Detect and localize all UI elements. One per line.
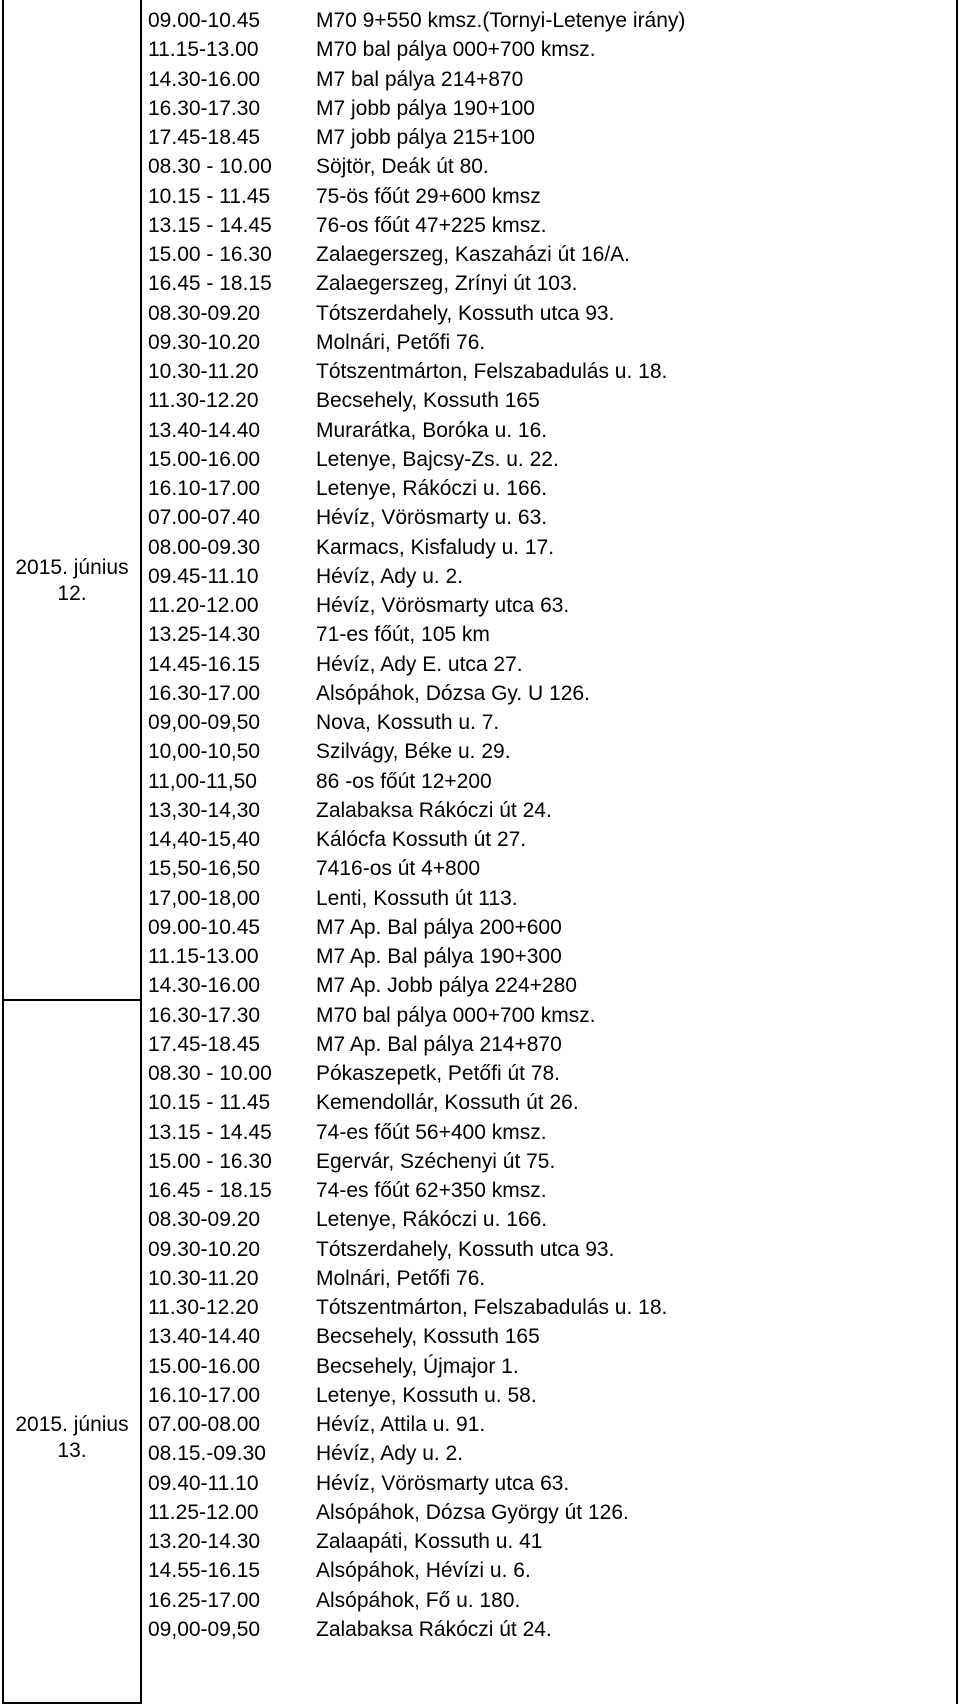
time-range: 16.25-17.00 [148, 1588, 261, 1612]
schedule-row [148, 416, 956, 445]
time-range: 17.45-18.45 [148, 126, 261, 149]
schedule-row [148, 942, 956, 971]
right-border [956, 0, 958, 1704]
location: Zalaapáti, Kossuth u. 41 [316, 1530, 543, 1553]
time-range: 14.45-16.15 [148, 652, 261, 676]
schedule-row [148, 562, 956, 591]
schedule-row [148, 1322, 956, 1351]
schedule-row [148, 1205, 956, 1234]
location: 71-es főút, 105 km [316, 623, 490, 647]
location: Hévíz, Ady u. 2. [316, 1442, 464, 1466]
schedule-row [148, 1381, 956, 1410]
schedule-row [148, 1264, 956, 1293]
location: Hévíz, Vörösmarty u. 63. [316, 506, 548, 530]
time-range: 16.45 - 18.15 [148, 1179, 272, 1202]
time-range: 15.00-16.00 [148, 447, 261, 471]
location: Karmacs, Kisfaludy u. 17. [316, 535, 555, 559]
time-range: 10.15 - 11.45 [148, 184, 271, 208]
time-range: 14.30-16.00 [148, 974, 261, 998]
time-range: 10.30-11.20 [148, 360, 259, 383]
time-range: 08.30 - 10.00 [148, 1062, 272, 1085]
time-range: 15.00 - 16.30 [148, 243, 272, 266]
time-range: 15.00 - 16.30 [148, 1149, 272, 1173]
time-range: 08.30-09.20 [148, 1208, 261, 1232]
time-range: 08.30-09.20 [148, 301, 261, 325]
schedule-row [148, 445, 956, 474]
schedule-row [148, 357, 956, 386]
location: 75-ös főút 29+600 kmsz [316, 184, 541, 208]
location: Tótszerdahely, Kossuth utca 93. [316, 301, 615, 325]
location: Becsehely, Kossuth 165 [316, 1325, 540, 1349]
location: M70 9+550 kmsz.(Tornyi-Letenye irány) [316, 9, 686, 32]
location: Letenye, Kossuth u. 58. [316, 1383, 537, 1407]
location: Hévíz, Ady E. utca 27. [316, 652, 523, 676]
time-range: 16.30-17.30 [148, 1003, 261, 1027]
location: M70 bal pálya 000+700 kmsz. [316, 38, 596, 62]
schedule-row [148, 620, 956, 649]
location: M7 Ap. Bal pálya 214+870 [316, 1032, 562, 1056]
location: 86 -os főút 12+200 [316, 769, 492, 793]
location: 7416-os út 4+800 [316, 857, 481, 881]
location: Murarátka, Boróka u. 16. [316, 418, 548, 442]
time-range: 09.30-10.20 [148, 1237, 261, 1261]
schedule-row [148, 533, 956, 562]
schedule-row [148, 386, 956, 415]
schedule-row [148, 708, 956, 737]
location: Alsópáhok, Fő u. 180. [316, 1588, 521, 1612]
location: 74-es főút 56+400 kmsz. [316, 1120, 547, 1144]
schedule-row [148, 1586, 956, 1615]
schedule-row [148, 1235, 956, 1264]
schedule-row [148, 1030, 956, 1059]
time-range: 09.40-11.10 [148, 1471, 259, 1495]
schedule-row [148, 796, 956, 825]
schedule-row [148, 825, 956, 854]
location: Kálócfa Kossuth út 27. [316, 828, 527, 851]
time-range: 09,00-09,50 [148, 711, 261, 734]
location: Szilvágy, Béke u. 29. [316, 740, 511, 764]
schedule-row [148, 737, 956, 766]
location: M7 bal pálya 214+870 [316, 67, 524, 91]
location: M70 bal pálya 000+700 kmsz. [316, 1003, 596, 1027]
time-range: 11.20-12.00 [148, 594, 259, 617]
schedule-row [148, 1410, 956, 1439]
location: M7 Ap. Bal pálya 200+600 [316, 915, 562, 939]
schedule-row [148, 884, 956, 913]
time-range: 15.00-16.00 [148, 1354, 261, 1378]
time-range: 11.30-12.20 [148, 1296, 259, 1319]
time-range: 07.00-08.00 [148, 1413, 261, 1436]
time-range: 11,00-11,50 [148, 769, 257, 793]
schedule-row [148, 1556, 956, 1585]
schedule-row [148, 913, 956, 942]
time-range: 17.45-18.45 [148, 1032, 261, 1056]
location: Tótszentmárton, Felszabadulás u. 18. [316, 1296, 668, 1319]
schedule-row [148, 1498, 956, 1527]
date-label-day1: 2015. június 12. [15, 556, 129, 605]
schedule-row [148, 1176, 956, 1205]
schedule-row [148, 1439, 956, 1468]
time-range: 11.30-12.20 [148, 389, 259, 413]
time-range: 16.30-17.30 [148, 96, 261, 120]
location: Letenye, Rákóczi u. 166. [316, 1208, 548, 1232]
time-range: 13.20-14.30 [148, 1530, 261, 1553]
schedule-row [148, 1088, 956, 1117]
date-label-day2: 2015. június 13. [15, 1413, 129, 1462]
location: Zalaegerszeg, Zrínyi út 103. [316, 272, 578, 296]
time-range: 13.40-14.40 [148, 1325, 261, 1349]
location: Lenti, Kossuth út 113. [316, 886, 518, 910]
location: M7 Ap. Jobb pálya 224+280 [316, 974, 577, 998]
time-range: 09,00-09,50 [148, 1617, 261, 1641]
location: M7 jobb pálya 215+100 [316, 126, 535, 149]
time-range: 11.25-12.00 [148, 1500, 259, 1524]
time-range: 16.10-17.00 [148, 1383, 261, 1407]
location: Alsópáhok, Dózsa Gy. U 126. [316, 681, 590, 705]
location: Hévíz, Ady u. 2. [316, 564, 464, 588]
schedule-row [148, 182, 956, 211]
schedule-row [148, 1059, 956, 1088]
schedule-row [148, 1469, 956, 1498]
location: Tótszentmárton, Felszabadulás u. 18. [316, 360, 668, 383]
location: 76-os főút 47+225 kmsz. [316, 213, 547, 237]
location: Hévíz, Vörösmarty utca 63. [316, 1471, 570, 1495]
time-range: 16.30-17.00 [148, 681, 261, 705]
location: M7 jobb pálya 190+100 [316, 96, 535, 120]
location: Egervár, Széchenyi út 75. [316, 1149, 556, 1173]
time-range: 13.40-14.40 [148, 418, 261, 442]
location: Molnári, Petőfi 76. [316, 330, 486, 354]
time-range: 07.00-07.40 [148, 506, 261, 530]
time-range: 16.45 - 18.15 [148, 272, 272, 296]
column-divider [140, 0, 142, 1704]
location: Becsehely, Újmajor 1. [316, 1354, 519, 1378]
location: Söjtör, Deák út 80. [316, 155, 489, 179]
schedule-row [148, 650, 956, 679]
time-range: 14.30-16.00 [148, 67, 261, 91]
time-range: 09.00-10.45 [148, 915, 261, 939]
location: Alsópáhok, Hévízi u. 6. [316, 1559, 531, 1583]
time-range: 13.15 - 14.45 [148, 213, 272, 237]
schedule-row [148, 1527, 956, 1556]
schedule-row [148, 971, 956, 1000]
location: Pókaszepetk, Petőfi út 78. [316, 1062, 560, 1085]
time-range: 10,00-10,50 [148, 740, 261, 764]
schedule-row [148, 1001, 956, 1030]
location: Letenye, Bajcsy-Zs. u. 22. [316, 447, 559, 471]
schedule-row [148, 6, 956, 35]
schedule-row [148, 35, 956, 64]
schedule-row [148, 1118, 956, 1147]
location: M7 Ap. Bal pálya 190+300 [316, 945, 562, 968]
location: 74-es főút 62+350 kmsz. [316, 1179, 547, 1202]
schedule-row [148, 123, 956, 152]
schedule-row [148, 679, 956, 708]
schedule-row [148, 328, 956, 357]
location: Letenye, Rákóczi u. 166. [316, 477, 548, 500]
schedule-row [148, 1352, 956, 1381]
time-range: 13,30-14,30 [148, 798, 261, 822]
location: Nova, Kossuth u. 7. [316, 711, 500, 734]
schedule-row [148, 1615, 956, 1644]
time-range: 11.15-13.00 [148, 38, 259, 62]
schedule-row [148, 299, 956, 328]
location: Hévíz, Attila u. 91. [316, 1413, 486, 1436]
schedule-row [148, 854, 956, 883]
time-range: 10.15 - 11.45 [148, 1091, 271, 1115]
day-separator [2, 999, 140, 1001]
time-range: 08.30 - 10.00 [148, 155, 272, 179]
location: Zalaegerszeg, Kaszaházi út 16/A. [316, 243, 631, 266]
schedule-row [148, 94, 956, 123]
time-range: 17,00-18,00 [148, 886, 261, 910]
time-range: 15,50-16,50 [148, 857, 261, 881]
time-range: 09.30-10.20 [148, 330, 261, 354]
schedule-row [148, 240, 956, 269]
location: Tótszerdahely, Kossuth utca 93. [316, 1237, 615, 1261]
time-range: 14.55-16.15 [148, 1559, 261, 1583]
schedule-row [148, 1293, 956, 1322]
time-range: 08.15.-09.30 [148, 1442, 266, 1466]
location: Becsehely, Kossuth 165 [316, 389, 540, 413]
schedule-row [148, 591, 956, 620]
time-range: 09.00-10.45 [148, 9, 261, 32]
time-range: 13.25-14.30 [148, 623, 261, 647]
location: Hévíz, Vörösmarty utca 63. [316, 594, 570, 617]
schedule-row [148, 767, 956, 796]
schedule-row [148, 211, 956, 240]
schedule-row [148, 474, 956, 503]
time-range: 09.45-11.10 [148, 564, 259, 588]
time-range: 14,40-15,40 [148, 828, 261, 851]
time-range: 11.15-13.00 [148, 945, 259, 968]
location: Zalabaksa Rákóczi út 24. [316, 798, 552, 822]
location: Molnári, Petőfi 76. [316, 1266, 486, 1290]
time-range: 16.10-17.00 [148, 477, 261, 500]
schedule-row [148, 503, 956, 532]
schedule-row [148, 152, 956, 181]
schedule-row [148, 269, 956, 298]
time-range: 08.00-09.30 [148, 535, 261, 559]
schedule-row [148, 65, 956, 94]
time-range: 10.30-11.20 [148, 1266, 259, 1290]
location: Alsópáhok, Dózsa György út 126. [316, 1500, 629, 1524]
schedule-row [148, 1147, 956, 1176]
location: Kemendollár, Kossuth út 26. [316, 1091, 579, 1115]
time-range: 13.15 - 14.45 [148, 1120, 272, 1144]
location: Zalabaksa Rákóczi út 24. [316, 1617, 552, 1641]
